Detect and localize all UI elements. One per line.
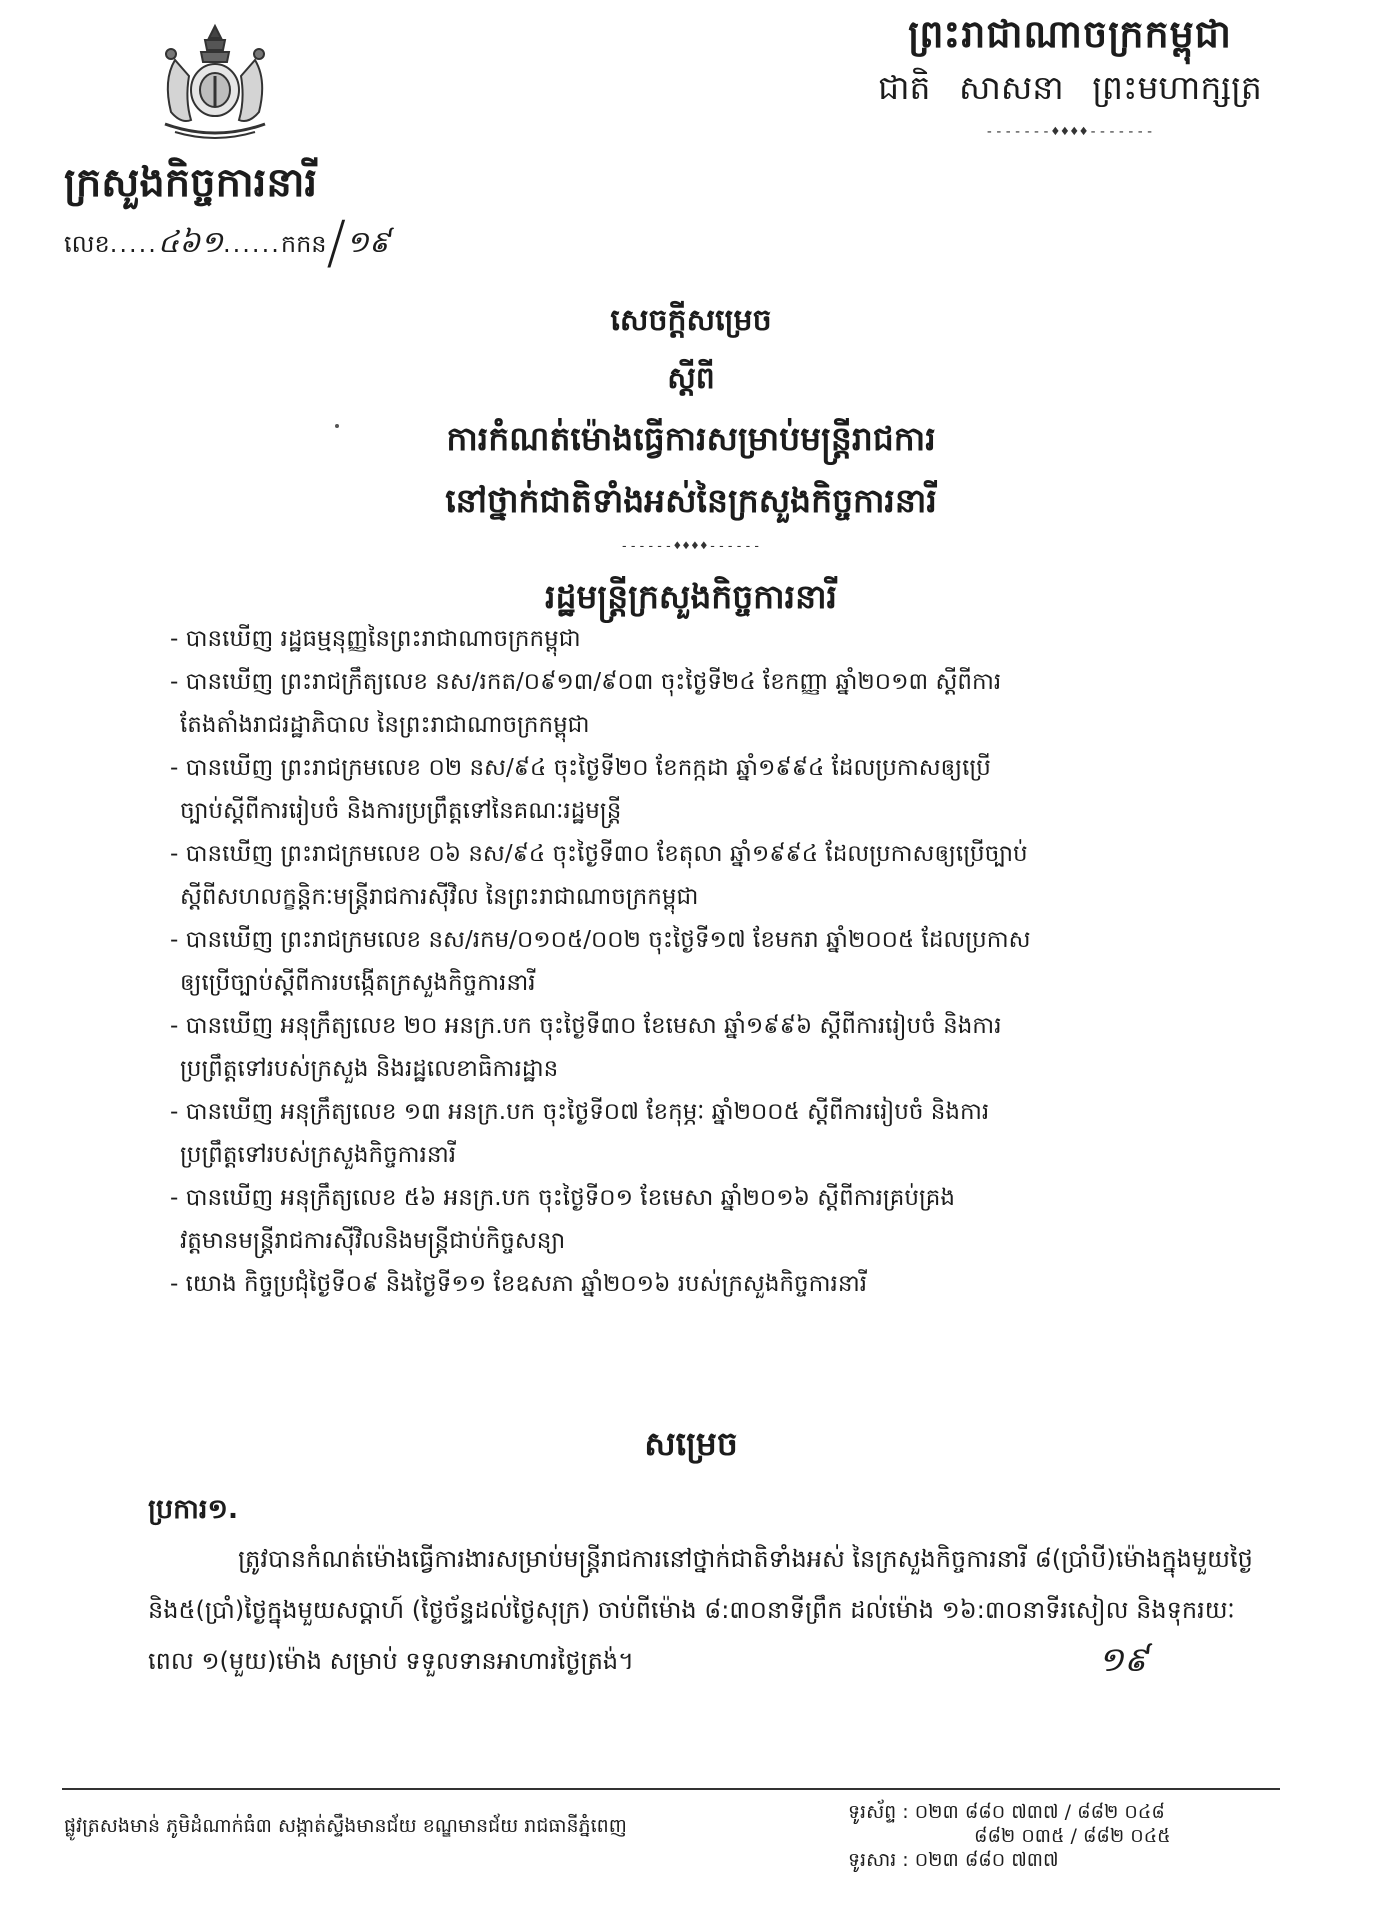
list-item: - បានឃើញ ព្រះរាជក្រមលេខ ០៦ នស/៩៤ ចុះថ្ងៃទី៣០ ខែតុលា ឆ្នាំ១៩៩៤ ដែលប្រកាសឲ្យប្រើច្បាប់ ស្តីពីសហលក្ខន្តិកៈមន្ត្រីរាជការស៊ីវិល នៃព្រះរាជាណាចក្រកម្ពុជា	[170, 833, 1230, 919]
kingdom-motto: ជាតិ សាសនា ព្រះមហាក្សត្រ	[878, 68, 1262, 107]
footer-phones	[848, 1800, 1288, 1872]
decision-title: សេចក្តីសម្រេច	[610, 303, 772, 338]
footer-rule	[62, 1788, 1280, 1790]
list-item: - បានឃើញ រដ្ឋធម្មនុញ្ញនៃព្រះរាជាណាចក្រកម្ពុជា	[170, 618, 1230, 661]
phone-line-1: ទូរស័ព្ទ : ០២៣ ៨៨០ ៧៣៧ / ៨៨២ ០៤៨	[848, 1801, 1165, 1823]
subject-line-2: នៅថ្នាក់ជាតិទាំងអស់នៃក្រសួងកិច្ចការនារី	[445, 481, 937, 520]
ref-prefix: លេខ	[64, 230, 110, 258]
ref-year: ១៩	[346, 225, 391, 260]
list-item: - យោង កិច្ចប្រជុំថ្ងៃទី០៩ និងថ្ងៃទី១១ ខែឧសភា ឆ្នាំ២០១៦ របស់ក្រសួងកិច្ចការនារី	[170, 1263, 1230, 1306]
list-item: - បានឃើញ ព្រះរាជក្រឹត្យលេខ នស/រកត/០៩១៣/៩០៣ ចុះថ្ងៃទី២៤ ខែកញ្ញា ឆ្នាំ២០១៣ ស្តីពីការ តែងតាំងរាជរដ្ឋាភិបាល នៃព្រះរាជាណាចក្រកម្ពុជា	[170, 661, 1230, 747]
article-label: ប្រការ១.	[148, 1494, 239, 1525]
ministry-name: ក្រសួងកិច្ចការនារី	[64, 160, 318, 206]
kingdom-title: ព្រះរាជាណាចក្រកម្ពុជា	[908, 12, 1232, 56]
ref-code: កកន	[280, 230, 327, 258]
ref-slash: /	[326, 208, 347, 276]
phone-line-2: ៨៨២ ០៣៥ / ៨៨២ ០៤៥	[974, 1825, 1171, 1847]
royal-emblem-icon	[145, 20, 285, 145]
preamble-list	[170, 618, 1230, 1306]
minister-title: រដ្ឋមន្ត្រីក្រសួងកិច្ចការនារី	[545, 577, 837, 616]
ministry-block	[64, 155, 317, 211]
title-block	[200, 292, 1182, 628]
fax-line: ទូរសារ : ០២៣ ៨៨០ ៧៣៧	[848, 1849, 1059, 1871]
list-item: - បានឃើញ ព្រះរាជក្រមលេខ ០២ នស/៩៤ ចុះថ្ងៃទី២០ ខែកក្កដា ឆ្នាំ១៩៩៤ ដែលប្រកាសឲ្យប្រើ ច្បាប់ស្តីពីការរៀបចំ និងការប្រព្រឹត្តទៅនៃគណៈរដ្ឋមន្ត្រី	[170, 747, 1230, 833]
decision-heading: សម្រេច	[644, 1424, 738, 1463]
ref-number: ៤៦១	[157, 225, 224, 260]
list-item: - បានឃើញ អនុក្រឹត្យលេខ ២០ អនក្រ.បក ចុះថ្ងៃទី៣០ ខែមេសា ឆ្នាំ១៩៩៦ ស្តីពីការរៀបចំ និងការ ប្រព្រឹត្តទៅរបស់ក្រសួង និងរដ្ឋលេខាធិការដ្ឋាន	[170, 1005, 1230, 1091]
about-label: ស្តីពី	[667, 361, 715, 396]
reference-number	[64, 208, 391, 276]
footer-address: ផ្លូវត្រសងមាន់ ភូមិដំណាក់ធំ៣ សង្កាត់ស្ទឹងមានជ័យ ខណ្ឌមានជ័យ រាជធានីភ្នំពេញ	[64, 1815, 627, 1837]
title-divider: ------♦♦♦♦------	[620, 539, 762, 554]
kingdom-header	[840, 8, 1300, 142]
list-item: - បានឃើញ អនុក្រឹត្យលេខ ១៣ អនក្រ.បក ចុះថ្ងៃទី០៧ ខែកុម្ភៈ ឆ្នាំ២០០៥ ស្តីពីការរៀបចំ និងការ ប្រព្រឹត្តទៅរបស់ក្រសួងកិច្ចការនារី	[170, 1091, 1230, 1177]
ref-dots: .....	[109, 230, 158, 258]
handwritten-page-mark: ១៩	[1098, 1640, 1148, 1680]
subject-line-1: ការកំណត់ម៉ោងធ្វើការសម្រាប់មន្ត្រីរាជការ	[446, 419, 936, 458]
ref-dots-2: ......	[223, 230, 281, 258]
list-item: - បានឃើញ អនុក្រឹត្យលេខ ៥៦ អនក្រ.បក ចុះថ្ងៃទី០១ ខែមេសា ឆ្នាំ២០១៦ ស្តីពីការគ្រប់គ្រង វត្តមានមន្ត្រីរាជការស៊ីវិលនិងមន្ត្រីជាប់កិច្ចសន្យា	[170, 1177, 1230, 1263]
article-body: ត្រូវបានកំណត់ម៉ោងធ្វើការងារសម្រាប់មន្ត្រីរាជការនៅថ្នាក់ជាតិទាំងអស់ នៃក្រសួងកិច្ចការនារី ៨(ប្រាំបី)ម៉ោងក្នុងមួយថ្ងៃ និង៥(ប្រាំ)ថ្ងៃក្នុងមួយសប្តាហ៍ (ថ្ងៃច័ន្ទដល់ថ្ងៃសុក្រ) ចាប់ពីម៉ោង ៨:៣០នាទីព្រឹក ដល់ម៉ោង ១៦:៣០នាទីរសៀល និងទុករយៈពេល ១(មួយ)ម៉ោង សម្រាប់ ទទួលទានអាហារថ្ងៃត្រង់។	[148, 1545, 1253, 1675]
list-item: - បានឃើញ ព្រះរាជក្រមលេខ នស/រកម/០១០៥/០០២ ចុះថ្ងៃទី១៧ ខែមករា ឆ្នាំ២០០៥ ដែលប្រកាស ឲ្យប្រើច្បាប់ស្តីពីការបង្កើតក្រសួងកិច្ចការនារី	[170, 919, 1230, 1005]
stray-mark	[335, 424, 339, 428]
header-divider: -------♦♦♦♦-------	[985, 124, 1155, 140]
